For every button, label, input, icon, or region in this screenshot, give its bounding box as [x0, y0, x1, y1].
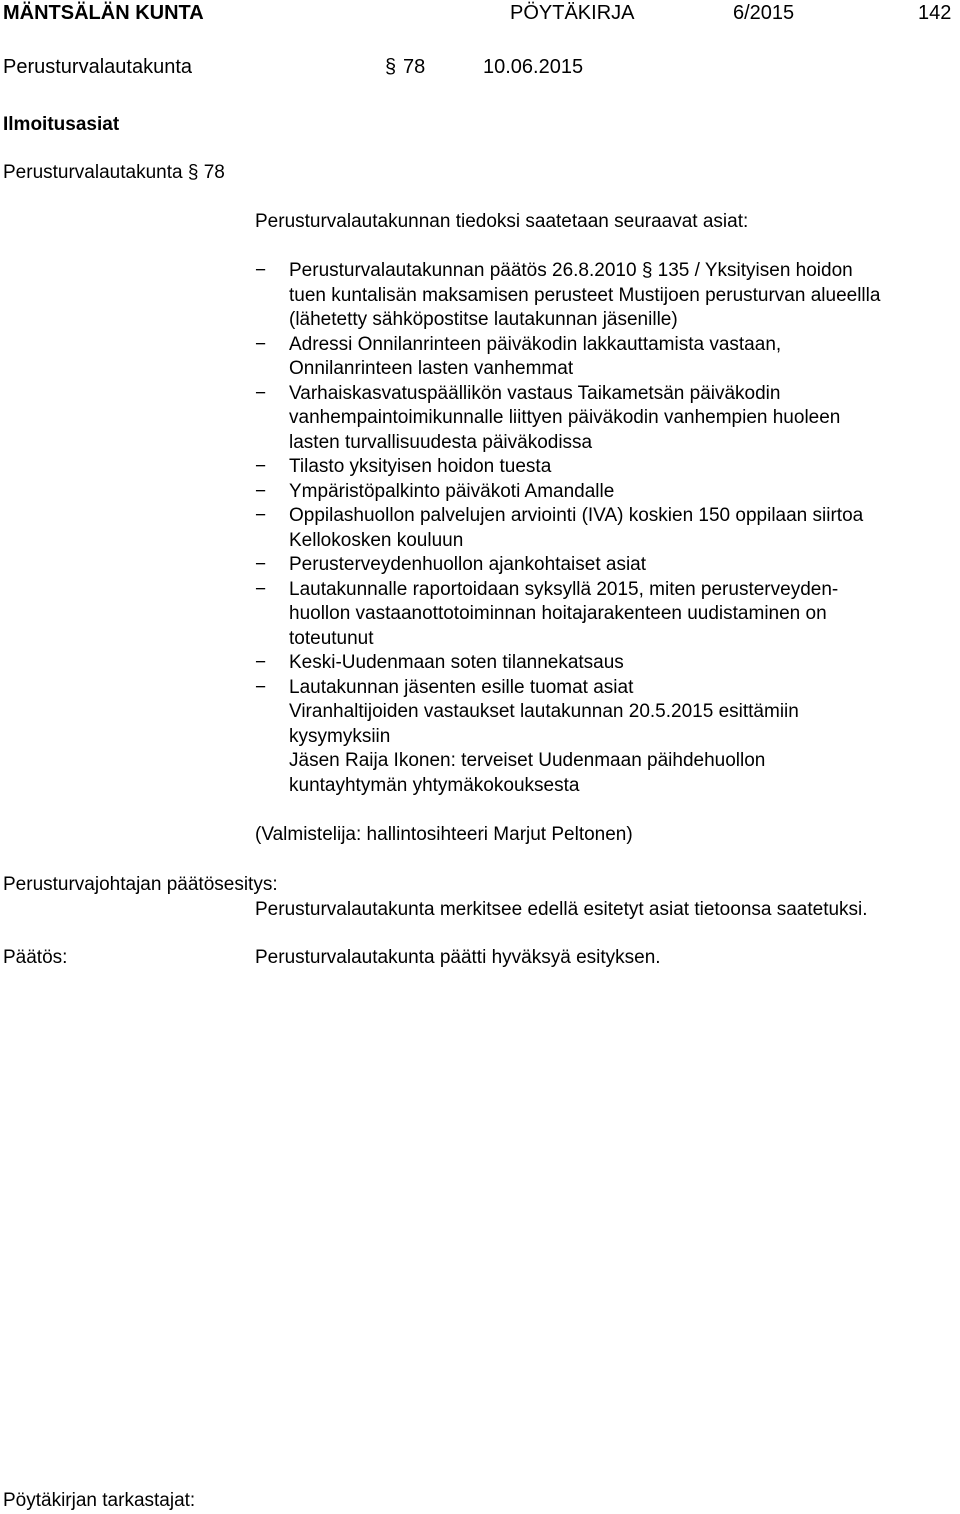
list-item-line: Keski-Uudenmaan soten tilannekatsaus	[289, 652, 624, 673]
section-ref-symbol: §	[187, 162, 199, 183]
notice-list	[255, 259, 955, 798]
list-item-line: Onnilanrinteen lasten vanhemmat	[289, 358, 574, 379]
list-item	[255, 480, 955, 505]
document-type: PÖYTÄKIRJA	[510, 2, 635, 24]
list-item	[255, 676, 955, 701]
section-symbol: §	[385, 56, 397, 78]
list-item	[255, 651, 955, 676]
list-item	[255, 259, 955, 333]
list-item-line: Varhaiskasvatuspäällikön vastaus Taikametsän päiväkodin	[289, 382, 781, 404]
section-ref-board: Perusturvalautakunta	[3, 162, 183, 183]
board-name: Perusturvalautakunta	[3, 56, 193, 78]
dash-bullet-icon: −	[255, 456, 267, 477]
footer-inspectors: Pöytäkirjan tarkastajat:	[3, 1490, 196, 1511]
decision-label: Päätös:	[3, 947, 68, 968]
dash-bullet-icon: −	[255, 676, 267, 698]
page-title: Ilmoitusasiat	[3, 114, 120, 135]
municipality-name: MÄNTSÄLÄN KUNTA	[3, 2, 204, 24]
list-item-line: Tilasto yksityisen hoidon tuesta	[289, 456, 552, 477]
meeting-date: 10.06.2015	[483, 56, 584, 78]
dash-bullet-icon: −	[255, 480, 267, 502]
sub-list-item-line: Jäsen Raija Ikonen: terveiset Uudenmaan päihdehuollon	[289, 750, 766, 771]
list-item-line: lasten turvallisuudesta päiväkodissa	[289, 431, 593, 453]
list-item	[255, 578, 955, 652]
list-item-line: huollon vastaanottotoiminnan hoitajarakenteen uudistaminen on	[289, 603, 827, 624]
proposal-label: Perusturvajohtajan päätösesitys:	[3, 874, 278, 895]
section-number: 78	[403, 56, 426, 78]
dash-bullet-icon: −	[255, 382, 267, 404]
dash-bullet-icon: −	[255, 554, 267, 575]
list-item-line: Lautakunnalle raportoidaan syksyllä 2015, miten perusterveyden-	[289, 578, 839, 600]
dash-bullet-icon: −	[255, 260, 267, 281]
list-item	[255, 333, 955, 382]
sub-list-item-line: Viranhaltijoiden vastaukset lautakunnan 20.5.2015 esittämiin	[289, 701, 799, 722]
dash-bullet-icon: −	[255, 578, 267, 600]
sub-list-item-line: kuntayhtymän yhtymäkokouksesta	[289, 774, 580, 796]
sub-list-item	[255, 700, 955, 749]
decision-text: Perusturvalautakunta päätti hyväksyä esityksen.	[255, 947, 661, 968]
page-number: 142	[918, 2, 952, 24]
list-item-line: toteutunut	[289, 627, 374, 649]
sub-list-item	[255, 749, 955, 798]
list-item	[255, 504, 955, 553]
proposal-text: Perusturvalautakunta merkitsee edellä esitetyt asiat tietoonsa saatetuksi.	[255, 899, 868, 920]
dash-bullet-icon: −	[255, 652, 267, 673]
list-item-line: Lautakunnan jäsenten esille tuomat asiat	[289, 676, 634, 698]
preparer-note: (Valmistelija: hallintosihteeri Marjut Peltonen)	[255, 824, 633, 845]
list-item-line: (lähetetty sähköpostitse lautakunnan jäsenille)	[289, 309, 678, 330]
section-reference	[3, 161, 225, 186]
list-item	[255, 382, 955, 456]
document-number: 6/2015	[733, 2, 795, 24]
list-item	[255, 553, 955, 578]
list-item-line: Kellokosken kouluun	[289, 529, 464, 551]
list-item-line: Perusturvalautakunnan päätös 26.8.2010 § 135 / Yksityisen hoidon	[289, 260, 853, 281]
list-item-line: Perusterveydenhuollon ajankohtaiset asiat	[289, 554, 647, 575]
intro-text: Perusturvalautakunnan tiedoksi saatetaan seuraavat asiat:	[255, 211, 749, 232]
list-item-line: Oppilashuollon palvelujen arviointi (IVA) koskien 150 oppilaan siirtoa	[289, 505, 864, 526]
list-item	[255, 455, 955, 480]
section-ref-number: 78	[203, 162, 225, 183]
sub-list-item-line: kysymyksiin	[289, 725, 391, 747]
dash-bullet-icon: −	[255, 333, 267, 355]
dash-bullet-icon: −	[255, 505, 267, 526]
list-item-line: Ympäristöpalkinto päiväkoti Amandalle	[289, 480, 615, 502]
list-item-line: Adressi Onnilanrinteen päiväkodin lakkauttamista vastaan,	[289, 333, 782, 355]
list-item-line: vanhempaintoimikunnalle liittyen päiväkodin vanhempien huoleen	[289, 407, 841, 428]
list-item-line: tuen kuntalisän maksamisen perusteet Mustijoen perusturvan alueellla	[289, 284, 881, 306]
